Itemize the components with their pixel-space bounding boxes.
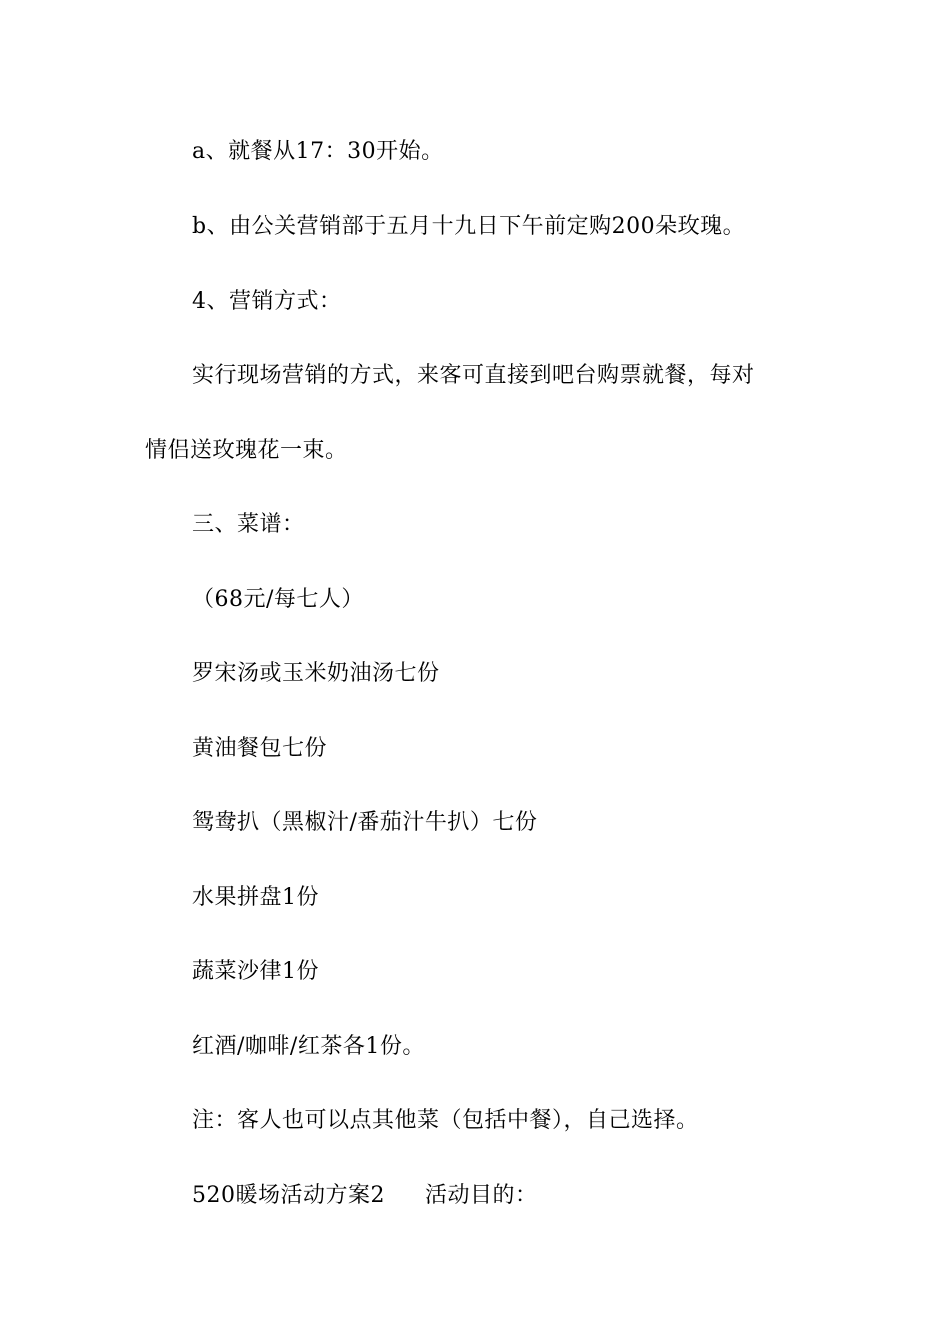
menu-item-bread: 黄油餐包七份 (192, 736, 328, 761)
paragraph-line-1: 实行现场营销的方式，来客可直接到吧台购票就餐，每对 (192, 363, 755, 388)
paragraph-line-2: 情侣送玫瑰花一束。 (145, 438, 348, 463)
text-line-2: b、由公关营销部于五月十九日下午前定购200朵玫瑰。 (192, 214, 746, 239)
menu-note: 注：客人也可以点其他菜（包括中餐），自己选择。 (192, 1108, 699, 1133)
plan-title: 520暖场活动方案2 (192, 1183, 385, 1208)
section-heading-marketing: 4、营销方式： (192, 289, 342, 314)
next-section-heading (192, 1181, 538, 1211)
menu-item-fruit: 水果拼盘1份 (192, 885, 319, 910)
menu-item-salad: 蔬菜沙律1份 (192, 959, 319, 984)
menu-item-drinks: 红酒/咖啡/红茶各1份。 (192, 1034, 425, 1059)
section-heading-menu: 三、菜谱： (192, 512, 305, 537)
text-line-1: a、就餐从17：30开始。 (192, 139, 444, 164)
activity-purpose-label: 活动目的： (425, 1183, 538, 1208)
menu-item-steak: 鸳鸯扒（黑椒汁/番茄汁牛扒）七份 (192, 810, 538, 835)
menu-price: （68元/每七人） (192, 587, 364, 612)
menu-item-soup: 罗宋汤或玉米奶油汤七份 (192, 661, 440, 686)
